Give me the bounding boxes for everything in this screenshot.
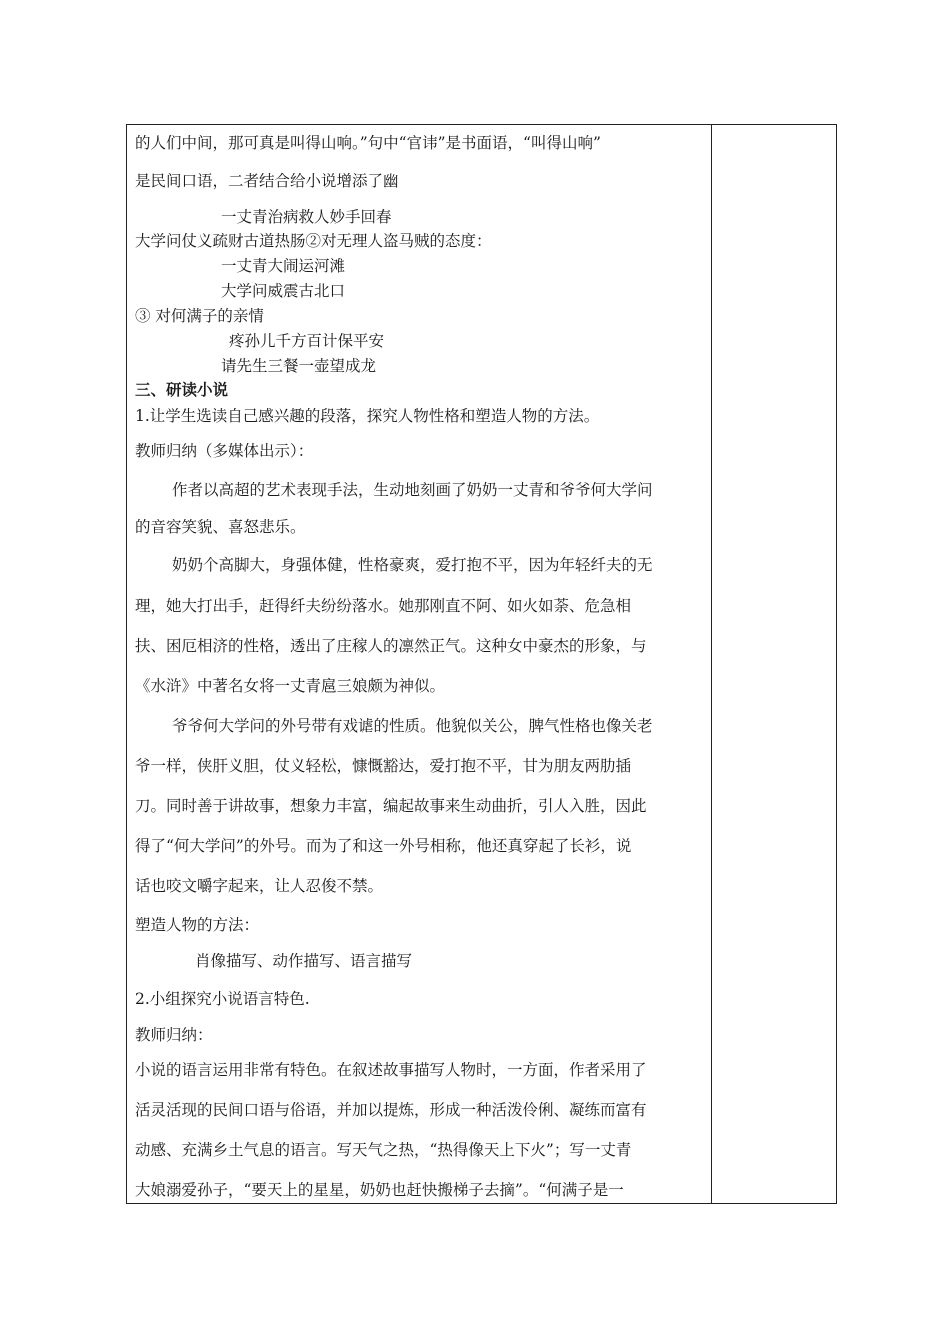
lesson-table [126,124,837,1204]
text-line: 活灵活现的民间口语与俗语，并加以提炼，形成一种活泼伶俐、凝练而富有 [135,1101,647,1119]
section-heading: 三、研读小说 [135,380,229,399]
text-line: 扶、困厄相济的性格，透出了庄稼人的凛然正气。这种女中豪杰的形象，与 [135,637,647,655]
text-line: 动感、充满乡土气息的语言。写天气之热，“热得像天上下火”；写一丈青 [135,1141,632,1159]
text-line: 肖像描写、动作描写、语言描写 [195,952,413,970]
text-line: 塑造人物的方法： [135,916,260,934]
text-line: 1.让学生选读自己感兴趣的段落，探究人物性格和塑造人物的方法。 [135,407,600,425]
text-line: 一丈青大闹运河滩 [221,257,346,275]
text-line: 疼孙儿千方百计保平安 [229,332,385,350]
text-line: 小说的语言运用非常有特色。在叙述故事描写人物时，一方面，作者采用了 [135,1061,647,1079]
text-line: 大学问威震古北口 [221,282,346,300]
notes-cell [712,125,836,1203]
text-line: 请先生三餐一壶望成龙 [221,357,377,375]
text-line: 的音容笑貌、喜怒悲乐。 [135,518,306,536]
text-line: 大学问仗义疏财古道热肠②对无理人盗马贼的态度： [135,232,492,250]
text-line: 2.小组探究小说语言特色. [135,990,310,1008]
text-line: ③ 对何满子的亲情 [135,307,264,325]
text-line: 的人们中间，那可真是叫得山响。”句中“官讳”是书面语，“叫得山响” [135,134,601,152]
text-line: 是民间口语，二者结合给小说增添了幽 [135,172,399,190]
text-line: 刀。同时善于讲故事，想象力丰富，编起故事来生动曲折，引人入胜，因此 [135,797,647,815]
text-line: 大娘溺爱孙子，“要天上的星星，奶奶也赶快搬梯子去摘”。“何满子是一 [135,1181,624,1199]
text-line: 话也咬文嚼字起来，让人忍俊不禁。 [135,877,384,895]
text-line: 教师归纳： [135,1026,213,1044]
text-line: 理，她大打出手，赶得纤夫纷纷落水。她那刚直不阿、如火如荼、危急相 [135,597,632,615]
text-line: 一丈青治病救人妙手回春 [221,208,392,226]
text-line: 爷一样，侠肝义胆，仗义轻松，慷慨豁达，爱打抱不平，甘为朋友两肋插 [135,757,632,775]
text-line: 作者以高超的艺术表现手法，生动地刻画了奶奶一丈青和爷爷何大学问 [172,481,653,499]
text-line: 奶奶个高脚大，身强体健，性格豪爽，爱打抱不平，因为年轻纤夫的无 [172,556,653,574]
text-line: 得了“何大学问”的外号。而为了和这一外号相称，他还真穿起了长衫，说 [135,837,632,855]
text-line: 爷爷何大学问的外号带有戏谑的性质。他貌似关公，脾气性格也像关老 [172,717,653,735]
text-line: 教师归纳（多媒体出示）： [135,442,314,460]
text-line: 《水浒》中著名女将一丈青扈三娘颇为神似。 [135,677,446,695]
